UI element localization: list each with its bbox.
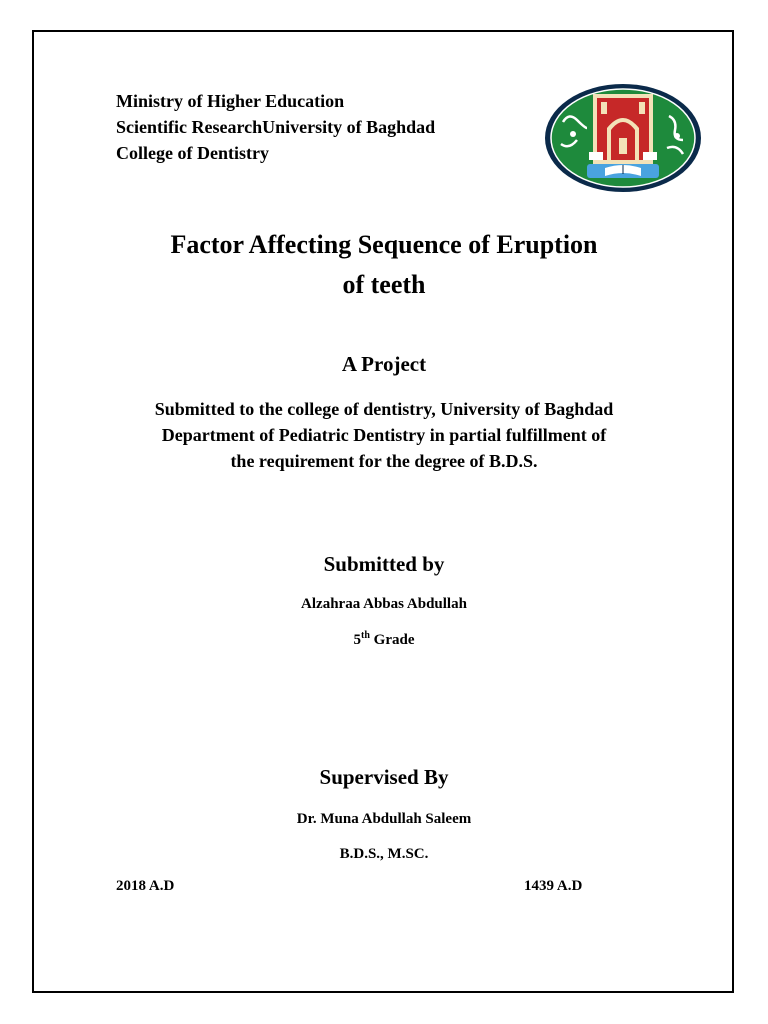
submission-statement	[40, 396, 728, 474]
grade-word: Grade	[373, 632, 415, 648]
hijri-year: 1439 A.D	[524, 878, 583, 894]
supervised-by-heading: Supervised By	[319, 765, 449, 789]
submission-line-1: Submitted to the college of dentistry, University of Baghdad	[154, 399, 614, 419]
student-name: Alzahraa Abbas Abdullah	[301, 596, 467, 612]
grade-number: 5	[353, 632, 361, 648]
project-label: A Project	[341, 352, 427, 376]
supervisor-name: Dr. Muna Abdullah Saleem	[296, 811, 472, 827]
submitted-by-heading: Submitted by	[323, 552, 445, 576]
ministry-line: Ministry of Higher Education	[116, 91, 345, 111]
grade-suffix: th	[361, 630, 370, 641]
supervisor-degrees: B.D.S., M.SC.	[339, 846, 429, 862]
college-line: College of Dentistry	[116, 143, 269, 163]
institution-header	[116, 88, 435, 166]
research-university-line: Scientific ResearchUniversity of Baghdad	[116, 117, 436, 137]
title-line-2: of teeth	[342, 270, 426, 299]
submission-line-2: Department of Pediatric Dentistry in partial fulfillment of	[161, 425, 607, 445]
university-seal-icon	[543, 82, 703, 194]
student-grade	[40, 630, 728, 649]
gregorian-year: 2018 A.D	[116, 878, 175, 894]
title-line-1: Factor Affecting Sequence of Eruption	[170, 230, 598, 259]
submission-line-3: the requirement for the degree of B.D.S.	[230, 451, 538, 471]
document-title	[40, 225, 728, 305]
